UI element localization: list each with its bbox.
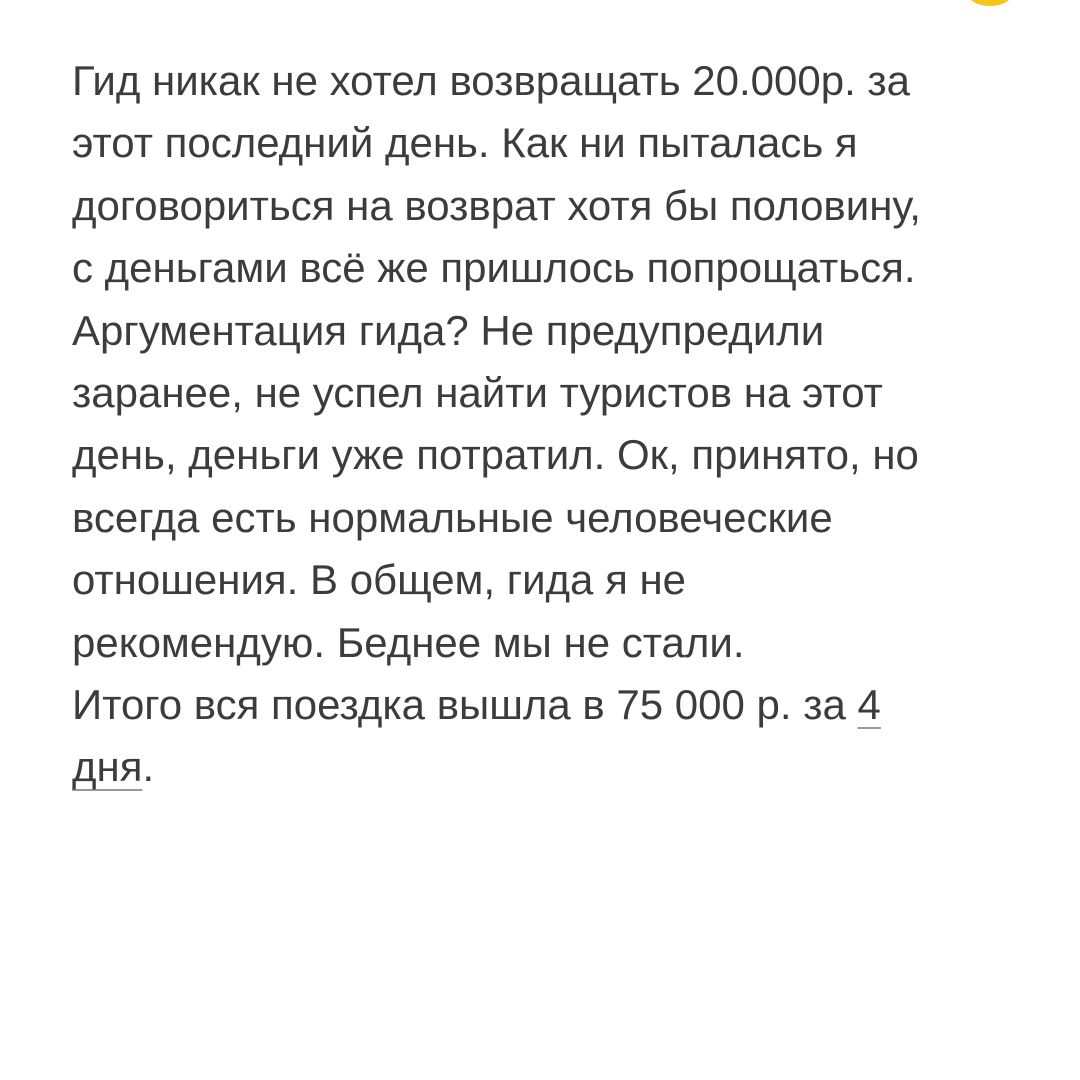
note-line-7: день, деньги уже потратил. Ок, принято, но <box>72 431 919 479</box>
note-line-6: заранее, не успел найти туристов на этот <box>72 369 883 417</box>
note-line-12 <box>72 736 1032 798</box>
note-line-3: договориться на возврат хотя бы половину, <box>72 181 921 229</box>
note-line-11 <box>72 674 1032 736</box>
note-line-9: отношения. В общем, гида я не <box>72 556 687 604</box>
corner-badge-icon <box>968 0 1012 6</box>
total-cost-text: Итого вся поездка вышла в 75 000 р. за <box>72 681 858 729</box>
note-line-5: Аргументация гида? Не предупредили <box>72 306 825 354</box>
end-punctuation: . <box>142 743 155 791</box>
note-line-8: всегда есть нормальные человеческие <box>72 493 833 541</box>
note-line-10: рекомендую. Беднее мы не стали. <box>72 618 745 666</box>
note-line-4: с деньгами всё же пришлось попрощаться. <box>72 244 916 292</box>
note-body[interactable] <box>72 50 1032 799</box>
duration-unit-link[interactable]: дня <box>72 743 143 791</box>
note-line-2: этот последний день. Как ни пыталась я <box>72 119 858 167</box>
note-line-1: Гид никак не хотел возвращать 20.000р. за <box>72 57 911 104</box>
duration-number-link[interactable]: 4 <box>857 681 881 729</box>
